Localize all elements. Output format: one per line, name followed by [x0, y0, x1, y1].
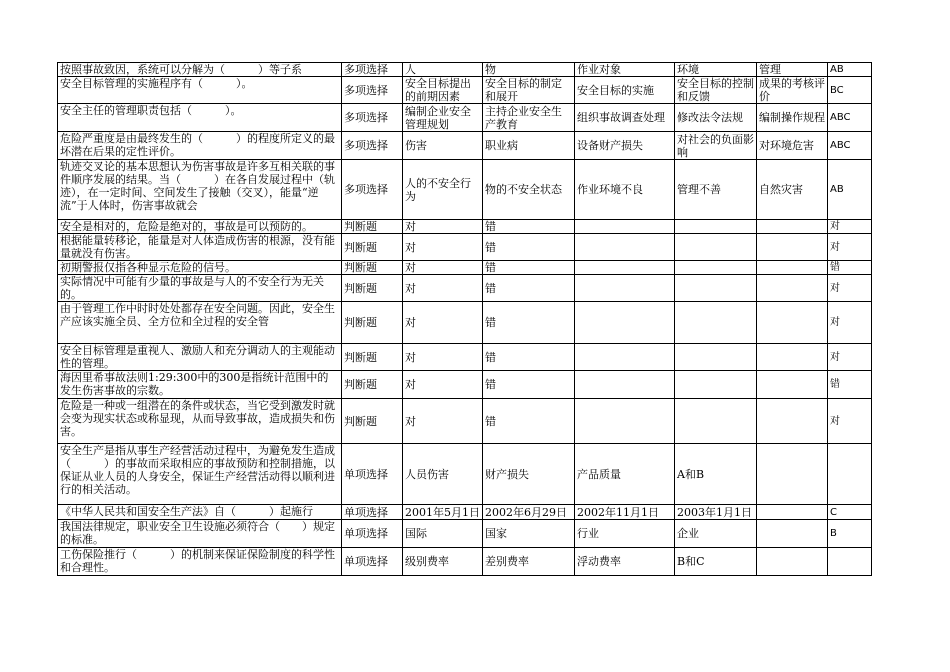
option-c-cell [575, 371, 675, 399]
question-cell: 由于管理工作中时时处处都存在安全问题。因此，安全生产应该实施全员、全方位和全过程的安全管 [58, 302, 342, 344]
option-c-cell: 作业环境不良 [575, 160, 675, 220]
question-cell: 安全目标管理的实施程序有（ ）。 [58, 77, 342, 104]
answer-cell [828, 444, 872, 505]
table-row [58, 77, 872, 104]
option-a-cell: 国际 [403, 520, 483, 548]
option-e-cell: 自然灾害 [757, 160, 828, 220]
option-b-cell: 安全目标的制定和展开 [483, 77, 575, 104]
question-cell: 轨迹交叉论的基本思想认为伤害事故是许多互相关联的事件顺序发展的结果。当（ ）在各自发展过程中（轨迹），在一定时间、空间发生了接触（交叉），能量“逆流”于人体时，伤害事故就会 [58, 160, 342, 220]
option-c-cell: 产品质量 [575, 444, 675, 505]
table-body [58, 63, 872, 576]
option-e-cell [757, 275, 828, 302]
answer-cell: ABC [828, 132, 872, 160]
type-cell: 多项选择 [342, 132, 403, 160]
option-b-cell: 差别费率 [483, 548, 575, 576]
type-cell: 多项选择 [342, 77, 403, 104]
option-d-cell: 企业 [675, 520, 757, 548]
table-row [58, 371, 872, 399]
option-a-cell: 2001年5月1日 [403, 505, 483, 520]
answer-cell: 对 [828, 275, 872, 302]
answer-cell: 对 [828, 344, 872, 371]
option-a-cell: 人的不安全行为 [403, 160, 483, 220]
answer-cell: AB [828, 160, 872, 220]
question-table [57, 62, 872, 576]
question-cell: 根据能量转移论，能量是对人体造成伤害的根源，没有能量就没有伤害。 [58, 234, 342, 261]
option-a-cell: 对 [403, 275, 483, 302]
option-b-cell: 职业病 [483, 132, 575, 160]
option-b-cell: 错 [483, 275, 575, 302]
option-b-cell: 财产损失 [483, 444, 575, 505]
question-cell: 安全生产是指从事生产经营活动过程中，为避免发生造成（ ）的事故而采取相应的事故预防和控制措施，以保证从业人员的人身安全，保证生产经营活动得以顺利进行的相关活动。 [58, 444, 342, 505]
option-d-cell [675, 220, 757, 234]
option-c-cell: 2002年11月1日 [575, 505, 675, 520]
option-d-cell [675, 399, 757, 444]
type-cell: 判断题 [342, 371, 403, 399]
question-cell: 工伤保险推行（ ）的机制来保证保险制度的科学性和合理性。 [58, 548, 342, 576]
option-b-cell: 国家 [483, 520, 575, 548]
table-row [58, 261, 872, 275]
table-row [58, 220, 872, 234]
option-a-cell: 对 [403, 371, 483, 399]
option-c-cell [575, 302, 675, 344]
question-cell: 安全目标管理是重视人、激励人和充分调动人的主观能动性的管理。 [58, 344, 342, 371]
answer-cell: 对 [828, 234, 872, 261]
option-e-cell [757, 399, 828, 444]
table-row [58, 104, 872, 132]
option-e-cell: 成果的考核评价 [757, 77, 828, 104]
option-c-cell [575, 234, 675, 261]
option-b-cell: 错 [483, 344, 575, 371]
option-c-cell [575, 275, 675, 302]
option-a-cell: 级别费率 [403, 548, 483, 576]
option-e-cell [757, 220, 828, 234]
option-e-cell [757, 371, 828, 399]
option-e-cell [757, 344, 828, 371]
option-c-cell [575, 261, 675, 275]
option-e-cell: 管理 [757, 63, 828, 77]
option-b-cell: 物 [483, 63, 575, 77]
type-cell: 单项选择 [342, 505, 403, 520]
table-row [58, 399, 872, 444]
type-cell: 判断题 [342, 261, 403, 275]
option-c-cell [575, 399, 675, 444]
type-cell: 判断题 [342, 234, 403, 261]
option-d-cell [675, 261, 757, 275]
question-cell: 安全主任的管理职责包括（ ）。 [58, 104, 342, 132]
option-e-cell [757, 505, 828, 520]
option-b-cell: 错 [483, 302, 575, 344]
option-a-cell: 对 [403, 302, 483, 344]
option-a-cell: 人员伤害 [403, 444, 483, 505]
question-cell: 我国法律规定，职业安全卫生设施必须符合（ ）规定的标准。 [58, 520, 342, 548]
type-cell: 判断题 [342, 220, 403, 234]
question-cell: 安全是相对的，危险是绝对的，事故是可以预防的。 [58, 220, 342, 234]
answer-cell: 对 [828, 220, 872, 234]
option-d-cell: 2003年1月1日 [675, 505, 757, 520]
option-a-cell: 对 [403, 220, 483, 234]
answer-cell [828, 548, 872, 576]
option-c-cell: 组织事故调查处理 [575, 104, 675, 132]
option-b-cell: 错 [483, 261, 575, 275]
answer-cell: BC [828, 77, 872, 104]
question-cell: 海因里希事故法则1:29:300中的300是指统计范围中的发生伤害事故的宗数。 [58, 371, 342, 399]
table-row [58, 505, 872, 520]
type-cell: 单项选择 [342, 520, 403, 548]
type-cell: 多项选择 [342, 104, 403, 132]
table-row [58, 302, 872, 344]
table-row [58, 548, 872, 576]
option-c-cell: 作业对象 [575, 63, 675, 77]
question-cell: 危险是一种或一组潜在的条件或状态，当它受到激发时就会变为现实状态或称显现，从而导致事故，造成损失和伤害。 [58, 399, 342, 444]
question-cell: 按照事故致因，系统可以分解为（ ）等子系 [58, 63, 342, 77]
option-d-cell: 管理不善 [675, 160, 757, 220]
option-b-cell: 错 [483, 220, 575, 234]
type-cell: 单项选择 [342, 444, 403, 505]
table-row [58, 160, 872, 220]
option-c-cell: 浮动费率 [575, 548, 675, 576]
option-b-cell: 2002年6月29日 [483, 505, 575, 520]
option-b-cell: 主持企业安全生产教育 [483, 104, 575, 132]
option-a-cell: 对 [403, 261, 483, 275]
option-d-cell [675, 275, 757, 302]
option-a-cell: 安全目标提出的前期因素 [403, 77, 483, 104]
option-b-cell: 物的不安全状态 [483, 160, 575, 220]
option-e-cell [757, 234, 828, 261]
option-d-cell: 对社会的负面影响 [675, 132, 757, 160]
option-b-cell: 错 [483, 371, 575, 399]
option-c-cell: 设备财产损失 [575, 132, 675, 160]
option-d-cell [675, 344, 757, 371]
answer-cell: C [828, 505, 872, 520]
type-cell: 判断题 [342, 275, 403, 302]
question-cell: 危险严重度是由最终发生的（ ）的程度所定义的最坏潜在后果的定性评价。 [58, 132, 342, 160]
option-d-cell [675, 234, 757, 261]
type-cell: 单项选择 [342, 548, 403, 576]
table-row [58, 234, 872, 261]
question-cell: 实际情况中可能有少量的事故是与人的不安全行为无关的。 [58, 275, 342, 302]
option-e-cell [757, 520, 828, 548]
option-b-cell: 错 [483, 234, 575, 261]
table-row [58, 132, 872, 160]
option-c-cell: 行业 [575, 520, 675, 548]
option-a-cell: 对 [403, 234, 483, 261]
answer-cell: B [828, 520, 872, 548]
answer-cell: 错 [828, 371, 872, 399]
option-e-cell [757, 444, 828, 505]
option-a-cell: 对 [403, 344, 483, 371]
answer-cell: 对 [828, 399, 872, 444]
type-cell: 判断题 [342, 399, 403, 444]
option-e-cell: 对环境危害 [757, 132, 828, 160]
option-d-cell: 修改法令法规 [675, 104, 757, 132]
option-a-cell: 伤害 [403, 132, 483, 160]
answer-cell: 错 [828, 261, 872, 275]
type-cell: 多项选择 [342, 63, 403, 77]
option-e-cell [757, 261, 828, 275]
option-c-cell: 安全目标的实施 [575, 77, 675, 104]
option-e-cell [757, 548, 828, 576]
question-cell: 初期警报仅指各种显示危险的信号。 [58, 261, 342, 275]
option-c-cell [575, 220, 675, 234]
option-a-cell: 人 [403, 63, 483, 77]
type-cell: 判断题 [342, 302, 403, 344]
table-row [58, 520, 872, 548]
question-cell: 《中华人民共和国安全生产法》自（ ）起施行 [58, 505, 342, 520]
table-row [58, 275, 872, 302]
option-e-cell: 编制操作规程 [757, 104, 828, 132]
option-d-cell: 环境 [675, 63, 757, 77]
option-d-cell [675, 371, 757, 399]
option-e-cell [757, 302, 828, 344]
option-d-cell: 安全目标的控制和反馈 [675, 77, 757, 104]
answer-cell: 对 [828, 302, 872, 344]
table-row [58, 63, 872, 77]
type-cell: 多项选择 [342, 160, 403, 220]
option-d-cell: B和C [675, 548, 757, 576]
option-a-cell: 对 [403, 399, 483, 444]
table-row [58, 344, 872, 371]
answer-cell: AB [828, 63, 872, 77]
type-cell: 判断题 [342, 344, 403, 371]
option-a-cell: 编制企业安全管理规划 [403, 104, 483, 132]
option-c-cell [575, 344, 675, 371]
answer-cell: ABC [828, 104, 872, 132]
option-d-cell [675, 302, 757, 344]
table-row [58, 444, 872, 505]
option-b-cell: 错 [483, 399, 575, 444]
option-d-cell: A和B [675, 444, 757, 505]
